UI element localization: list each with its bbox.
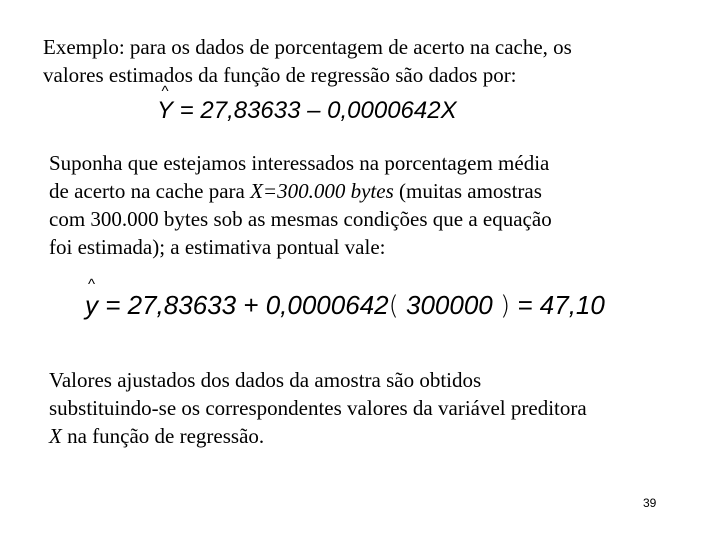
open-paren: ( — [388, 291, 399, 321]
fitted-line-3-rest: na função de regressão. — [61, 424, 265, 448]
assumption-line-2-start: de acerto na cache para — [49, 179, 251, 203]
estimate-coefficients: = 27,83633 + 0,0000642 — [98, 290, 389, 320]
hat-accent: ^ — [87, 276, 96, 293]
x-value-italic: X=300.000 bytes — [250, 179, 394, 203]
page-number: 39 — [643, 496, 657, 510]
estimate-result: = 47,10 — [510, 290, 605, 320]
fitted-values-paragraph — [49, 366, 587, 450]
intro-line-1: Exemplo: para os dados de porcentagem de acerto na cache, os — [43, 35, 572, 59]
assumption-paragraph — [49, 149, 552, 261]
regression-equation — [157, 83, 457, 125]
fitted-line-2: substituindo-se os correspondentes valores da variável preditora — [49, 396, 587, 420]
hat-accent: ^ — [161, 83, 169, 100]
y-variable: y — [85, 290, 98, 320]
assumption-line-2-end: (muitas amostras — [393, 179, 542, 203]
x-value: 300000 — [398, 290, 500, 320]
intro-paragraph — [43, 33, 572, 89]
assumption-line-1: Suponha que estejamos interessados na porcentagem média — [49, 151, 550, 175]
assumption-line-4: foi estimada); a estimativa pontual vale: — [49, 235, 386, 259]
fitted-line-1: Valores ajustados dos dados da amostra são obtidos — [49, 368, 482, 392]
y-hat-symbol — [157, 83, 174, 125]
regression-rhs: = 27,83633 – 0,0000642X — [173, 97, 457, 124]
point-estimate-equation — [85, 276, 605, 321]
assumption-line-2 — [49, 177, 552, 205]
close-paren: ) — [499, 291, 511, 321]
intro-line-2: valores estimados da função de regressão são dados por: — [43, 63, 517, 87]
y-variable: Y — [157, 97, 174, 124]
assumption-line-3: com 300.000 bytes sob as mesmas condições que a equação — [49, 207, 552, 231]
fitted-line-3 — [49, 422, 587, 450]
y-hat-symbol — [85, 276, 98, 321]
x-variable-italic: X — [49, 424, 62, 448]
